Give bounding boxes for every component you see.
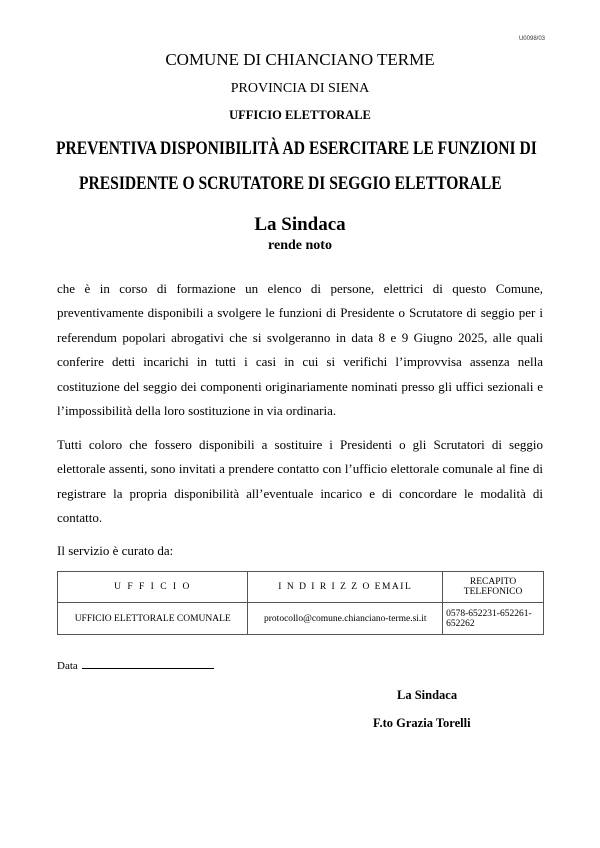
ufficio-heading: UFFICIO ELETTORALE bbox=[229, 108, 371, 122]
date-blank-line bbox=[82, 659, 214, 669]
body-paragraph-3: Il servizio è curato da: bbox=[57, 543, 174, 558]
header-email: I N D I R I Z Z O EMAIL bbox=[248, 572, 443, 603]
date-label: Data bbox=[57, 660, 78, 672]
comune-heading: COMUNE DI CHIANCIANO TERME bbox=[165, 50, 435, 69]
cell-ufficio: UFFICIO ELETTORALE COMUNALE bbox=[58, 603, 248, 635]
body-paragraph-2: Tutti coloro che fossero disponibili a sostituire i Presidenti o gli Scrutatori di seggio elettorale assenti, sono invitati a prendere contatto con l’ufficio elettorale comunale al fine di registrare la propria disponibilità all’eventuale incarico e di concordare le modalità di contatto. bbox=[57, 437, 543, 526]
announcer-heading: La Sindaca bbox=[254, 214, 346, 235]
provincia-heading: PROVINCIA DI SIENA bbox=[230, 81, 370, 96]
body-paragraph-1: che è in corso di formazione un elenco di persone, elettrici di questo Comune, preventivamente disponibili a svolgere le funzioni di Presidente o Scrutatore di seggio per i referendum popolari abrogativi che si svolgeranno in data 8 e 9 Giugno 2025, alle quali conferire detti incarichi in tutti i casi in cui si verifichi l’improvvisa assenza nella costituzione del seggio dei componenti originariamente nominati presso gli uffici sezionali e l’impossibilità della loro sostituzione in via ordinaria. bbox=[57, 281, 543, 419]
date-field bbox=[57, 659, 214, 672]
table-row bbox=[58, 603, 544, 635]
signature-name: F.to Grazia Torelli bbox=[373, 716, 471, 730]
document-title-line-1: PREVENTIVA DISPONIBILITÀ AD ESERCITARE LE FUNZIONI DI bbox=[56, 138, 537, 159]
document-title-line-2: PRESIDENTE O SCRUTATORE DI SEGGIO ELETTORALE bbox=[79, 173, 502, 194]
signature-role: La Sindaca bbox=[397, 688, 458, 702]
header-telefono: RECAPITO TELEFONICO bbox=[443, 572, 544, 603]
announces-subheading: rende noto bbox=[268, 238, 332, 253]
cell-email[interactable]: protocollo@comune.chianciano-terme.si.it bbox=[248, 603, 443, 635]
table-header-row bbox=[58, 572, 544, 603]
service-table bbox=[57, 571, 544, 635]
header-ufficio: U F F I C I O bbox=[58, 572, 248, 603]
cell-telefono: 0578-652231-652261-652262 bbox=[443, 603, 544, 635]
document-code: U0098/03 bbox=[518, 36, 545, 42]
